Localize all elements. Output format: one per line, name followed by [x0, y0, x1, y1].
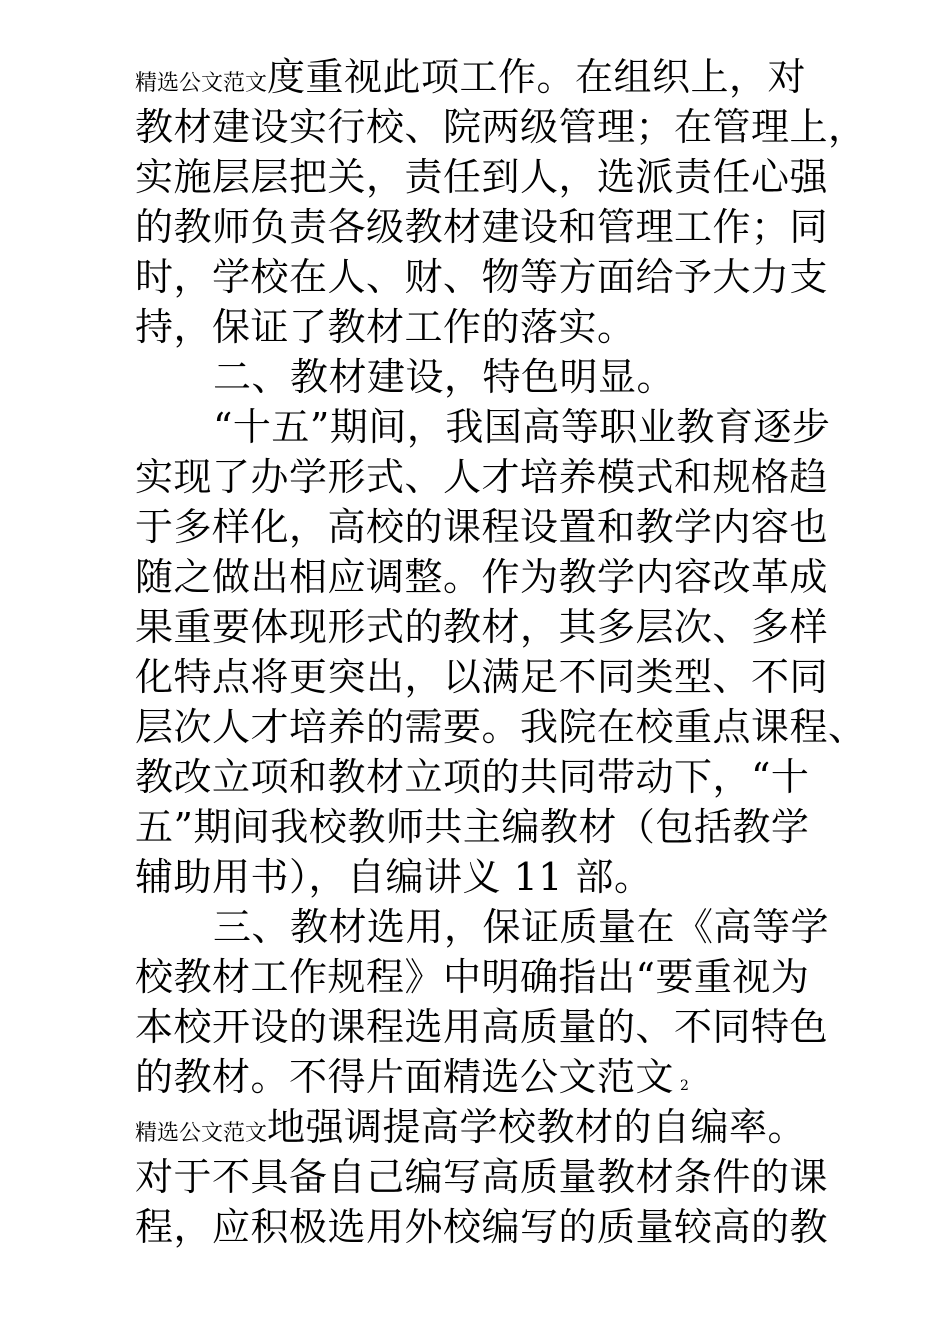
- text-line: 实现了办学形式、人才培养模式和规格趋: [135, 455, 829, 499]
- page-number: 2: [680, 1078, 690, 1094]
- text-line: 的教材。不得片面精选公文范文 2: [135, 1055, 690, 1099]
- text-line: 果重要体现形式的教材，其多层次、多样: [135, 605, 829, 649]
- text-line: 时，学校在人、财、物等方面给予大力支: [135, 255, 829, 299]
- text-line: 化特点将更突出，以满足不同类型、不同: [135, 655, 829, 699]
- text-line: 实施层层把关，责任到人，选派责任心强: [135, 155, 829, 199]
- text-line: 校教材工作规程》中明确指出“要重视为: [135, 955, 810, 999]
- text-line: 程，应积极选用外校编写的质量较高的教: [135, 1205, 829, 1249]
- text-line: 层次人才培养的需要。我院在校重点课程、: [135, 705, 867, 749]
- text-line: 对于不具备自己编写高质量教材条件的课: [135, 1155, 829, 1199]
- header-label: 精选公文范文: [135, 1121, 268, 1146]
- text-line: 持，保证了教材工作的落实。: [135, 305, 636, 349]
- text-line: 精选公文范文地强调提高学校教材的自编率。: [135, 1105, 807, 1149]
- text-line: 教材建设实行校、院两级管理；在管理上，: [135, 105, 867, 149]
- text-line: 的教师负责各级教材建设和管理工作；同: [135, 205, 829, 249]
- text-line: 本校开设的课程选用高质量的、不同特色: [135, 1005, 829, 1049]
- text-line: 辅助用书），自编讲义 11 部。: [135, 855, 653, 899]
- text-line: 于多样化，高校的课程设置和教学内容也: [135, 505, 829, 549]
- text-line: 随之做出相应调整。作为教学内容改革成: [135, 555, 829, 599]
- paragraph-first-line: “十五”期间，我国高等职业教育逐步: [213, 405, 831, 449]
- section-heading: 三、教材选用，保证质量在《高等学: [213, 905, 830, 949]
- section-heading: 二、教材建设，特色明显。: [213, 355, 676, 399]
- text-line: 教改立项和教材立项的共同带动下，“十: [135, 755, 810, 799]
- header-label: 精选公文范文: [135, 71, 268, 96]
- text-line: 精选公文范文度重视此项工作。在组织上，对: [135, 55, 807, 99]
- text-line: 五”期间我校教师共主编教材（包括教学: [135, 805, 810, 849]
